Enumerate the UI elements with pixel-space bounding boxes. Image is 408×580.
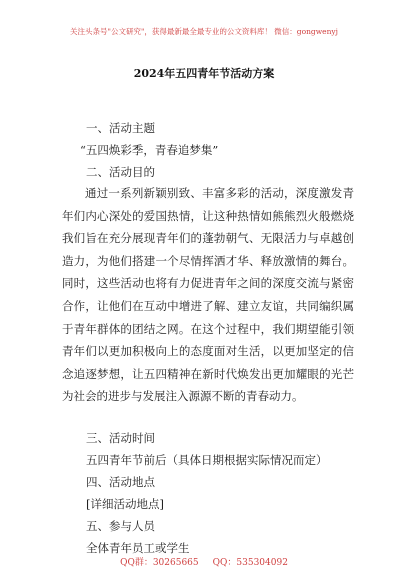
section-body-theme: “五四焕彩季，青春追梦集” [80, 143, 219, 157]
document-title: 2024年五四青年节活动方案 [133, 67, 275, 80]
section-heading-participants: 五、参与人员 [86, 519, 155, 533]
section-heading-theme: 一、活动主题 [86, 121, 155, 135]
section-body-purpose: 通过一系列新颖别致、丰富多彩的活动，深度激发青年们内心深处的爱国热情，让这种热情如熊熊烈火般燃烧我们旨在充分展现青年们的蓬勃朝气、无限活力与卓越创造力，为他们搭建一个尽情挥洒才华、释放激情的舞台。同时，这些活动也将有力促进青年之间的深度交流与紧密合作，让他们在互动中增进了解、建立友谊，共同编织属于青年群体的团结之网。在这个过程中，我们期望能引领青年们以更加积极向上的态度面对生活，以更加坚定的信念追逐梦想，让五四精神在新时代焕发出更加耀眼的光芒为社会的进步与发展注入源源不断的青春动力。 [62, 186, 354, 404]
section-heading-location: 四、活动地点 [86, 475, 155, 489]
footer-qq-group: QQ群：30265665 [120, 558, 199, 568]
footer-qq: QQ：535304092 [212, 558, 288, 568]
section-heading-purpose: 二、活动目的 [86, 165, 155, 179]
section-heading-time: 三、活动时间 [86, 431, 155, 445]
header-promo-note: 关注头条号"公文研究"，获得最新最全最专业的公文资料库！ 微信：gongwenyj [70, 27, 338, 36]
section-body-participants: 全体青年员工或学生 [86, 541, 190, 555]
footer-contact [0, 557, 408, 569]
section-body-time: 五四青年节前后（具体日期根据实际情况而定） [86, 453, 328, 467]
section-body-location: [详细活动地点] [86, 497, 164, 511]
